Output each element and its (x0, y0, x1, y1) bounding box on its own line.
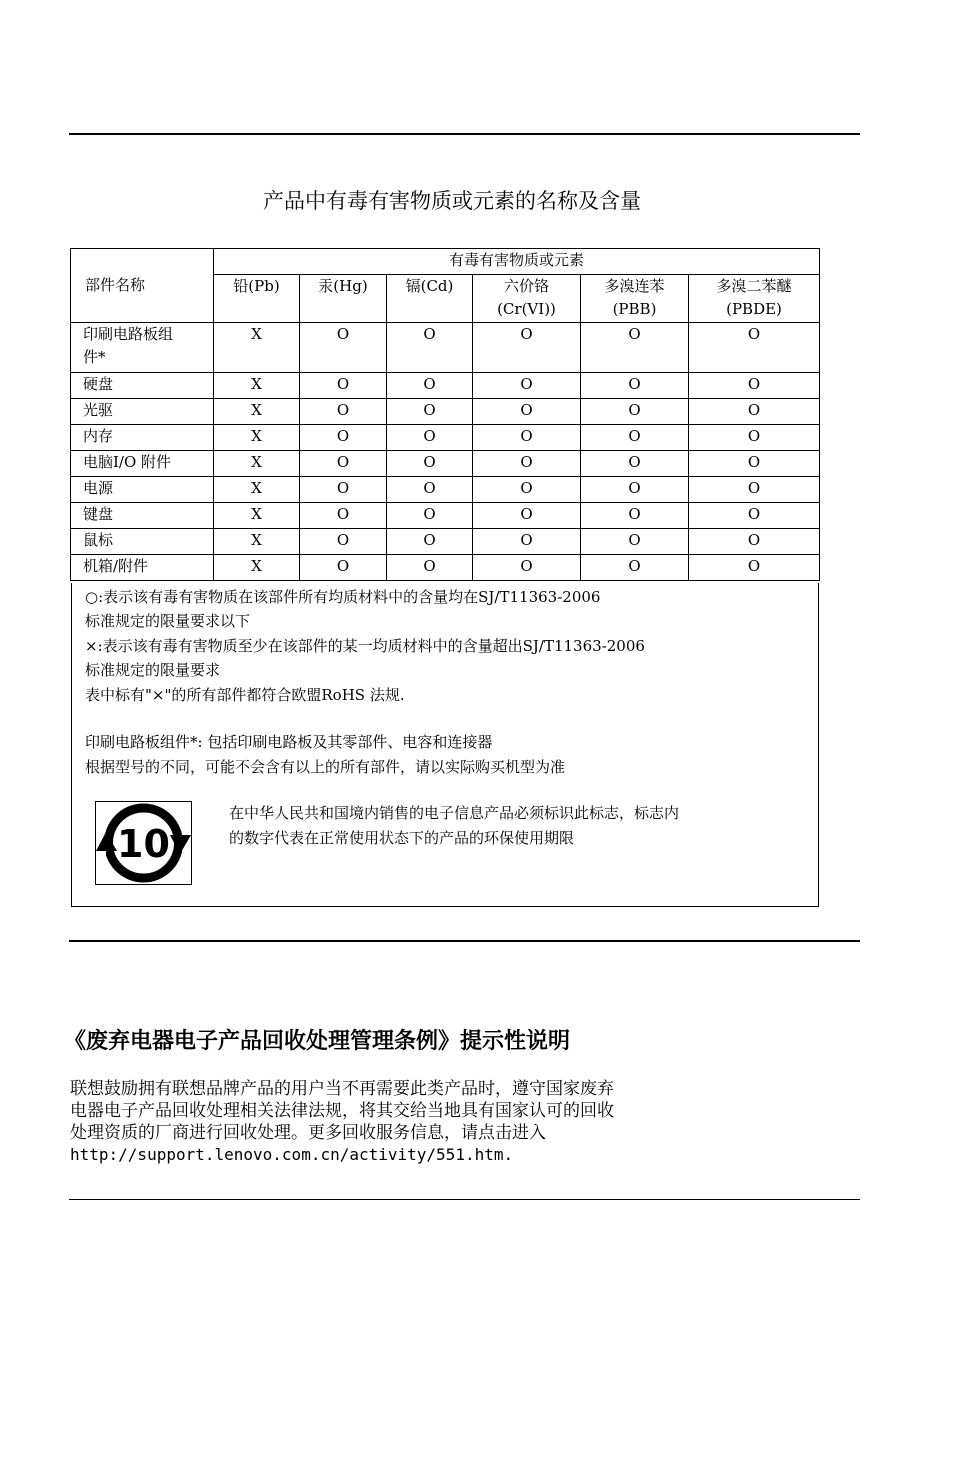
substance-value-cell: O (689, 323, 820, 373)
note-line: 表中标有"×"的所有部件都符合欧盟RoHS 法规. (85, 686, 405, 704)
substance-value-cell: X (214, 451, 300, 477)
table-body (71, 323, 820, 581)
substance-header (581, 275, 689, 323)
part-name-cell (71, 451, 214, 477)
table-row (71, 503, 820, 529)
logo-number: 10 (117, 822, 170, 866)
part-name-cell (71, 477, 214, 503)
substance-value-cell: O (473, 555, 581, 581)
table-row (71, 373, 820, 399)
substance-header (300, 275, 387, 323)
note-line: ×:表示该有毒有害物质至少在该部件的某一均质材料中的含量超出SJ/T11363-2006 (85, 637, 645, 655)
substance-value-cell: O (300, 477, 387, 503)
recycling-url-link[interactable]: http://support.lenovo.com.cn/activity/551.htm. (70, 1145, 514, 1164)
substance-value-cell: X (214, 529, 300, 555)
part-name: 内存 (83, 427, 114, 445)
substance-value-cell: O (473, 451, 581, 477)
environmental-protection-use-period-icon (95, 801, 192, 885)
note-line: 印刷电路板组件*: 包括印刷电路板及其零部件、电容和连接器 (85, 733, 493, 751)
substance-name: 多溴连苯 (604, 277, 665, 295)
substance-value-cell: O (387, 399, 473, 425)
substance-value-cell: O (581, 425, 689, 451)
note-line: ○:表示该有毒有害物质在该部件所有均质材料中的含量均在SJ/T11363-2006 (85, 588, 601, 606)
part-name-cell (71, 503, 214, 529)
substance-value-cell: O (689, 555, 820, 581)
substance-value-cell: O (581, 323, 689, 373)
substance-group-header: 有毒有害物质或元素 (214, 249, 820, 275)
part-name-cell (71, 323, 214, 373)
substance-value-cell: O (300, 529, 387, 555)
hazardous-substances-table (70, 248, 820, 581)
top-divider (69, 133, 860, 135)
substance-value-cell: O (387, 529, 473, 555)
part-name-cell (71, 425, 214, 451)
substance-value-cell: O (689, 529, 820, 555)
substance-header (387, 275, 473, 323)
paragraph-line: 处理资质的厂商进行回收处理。更多回收服务信息，请点击进入 (70, 1123, 546, 1143)
note-line: 标准规定的限量要求以下 (85, 612, 251, 630)
substance-value-cell: O (300, 503, 387, 529)
substance-name: 镉(Cd) (405, 277, 454, 295)
note-line: 标准规定的限量要求 (85, 661, 221, 679)
substance-value-cell: O (689, 425, 820, 451)
substance-value-cell: O (581, 399, 689, 425)
substance-value-cell: O (581, 373, 689, 399)
substance-value-cell: O (300, 373, 387, 399)
part-name: 机箱/附件 (83, 557, 149, 575)
substance-value-cell: O (300, 399, 387, 425)
part-name: 鼠标 (83, 531, 114, 549)
substance-value-cell: O (473, 477, 581, 503)
substance-value-cell: O (473, 373, 581, 399)
substance-value-cell: O (387, 451, 473, 477)
recycling-notice-text (70, 1078, 614, 1166)
part-name-continued: 件* (83, 348, 106, 366)
substance-name: 多溴二苯醚 (716, 277, 792, 295)
note-line: 根据型号的不同，可能不会含有以上的所有部件，请以实际购买机型为准 (85, 758, 566, 776)
logo-description-line: 在中华人民共和国境内销售的电子信息产品必须标识此标志，标志内 (229, 804, 680, 822)
substance-value-cell: O (581, 555, 689, 581)
substance-value-cell: O (581, 503, 689, 529)
substance-value-cell: O (689, 373, 820, 399)
substance-value-cell: X (214, 373, 300, 399)
substance-value-cell: O (300, 323, 387, 373)
bottom-divider (69, 1199, 860, 1200)
logo-description (229, 801, 679, 851)
substance-value-cell: X (214, 323, 300, 373)
part-name: 光驱 (83, 401, 114, 419)
part-name: 键盘 (83, 505, 114, 523)
substance-value-cell: O (689, 451, 820, 477)
substance-value-cell: O (689, 477, 820, 503)
part-name: 印刷电路板组 (83, 325, 174, 343)
substance-value-cell: O (300, 555, 387, 581)
table-row (71, 555, 820, 581)
substance-value-cell: O (387, 323, 473, 373)
substance-symbol: (PBB) (612, 300, 657, 318)
recycling-notice-title: 《废弃电器电子产品回收处理管理条例》提示性说明 (64, 1029, 571, 1054)
table-row (71, 477, 820, 503)
table-row (71, 451, 820, 477)
substance-value-cell: O (387, 477, 473, 503)
part-name-cell (71, 373, 214, 399)
substance-value-cell: O (473, 503, 581, 529)
hazardous-substances-title: 产品中有毒有害物质或元素的名称及含量 (263, 189, 641, 213)
substance-name: 六价铬 (503, 277, 549, 295)
part-name: 硬盘 (83, 375, 114, 393)
substance-value-cell: O (473, 399, 581, 425)
substance-symbol: (Cr(VI)) (497, 300, 556, 318)
part-name: 电源 (83, 479, 114, 497)
middle-divider (69, 940, 860, 942)
substance-value-cell: O (689, 399, 820, 425)
substance-header (473, 275, 581, 323)
paragraph-line: 电器电子产品回收处理相关法律法规，将其交给当地具有国家认可的回收 (70, 1101, 614, 1121)
substance-value-cell: O (581, 529, 689, 555)
substance-value-cell: O (300, 451, 387, 477)
substance-value-cell: O (581, 451, 689, 477)
substance-value-cell: O (387, 373, 473, 399)
substance-value-cell: X (214, 477, 300, 503)
substance-header (214, 275, 300, 323)
table-row (71, 323, 820, 373)
substance-value-cell: O (473, 529, 581, 555)
substance-value-cell: X (214, 399, 300, 425)
substance-value-cell: O (473, 425, 581, 451)
part-name-cell (71, 529, 214, 555)
substance-value-cell: O (581, 477, 689, 503)
substance-value-cell: X (214, 555, 300, 581)
table-row (71, 529, 820, 555)
substance-value-cell: O (387, 425, 473, 451)
substance-value-cell: X (214, 425, 300, 451)
notes-box (71, 583, 819, 907)
part-name-cell (71, 399, 214, 425)
substance-header (689, 275, 820, 323)
substance-value-cell: O (300, 425, 387, 451)
substance-value-cell: X (214, 503, 300, 529)
substance-value-cell: O (387, 555, 473, 581)
part-name-header: 部件名称 (71, 249, 214, 323)
part-name: 电脑I/O 附件 (83, 453, 172, 471)
table-row (71, 425, 820, 451)
table-row (71, 399, 820, 425)
substance-value-cell: O (387, 503, 473, 529)
substance-name: 铅(Pb) (233, 277, 280, 295)
substance-value-cell: O (473, 323, 581, 373)
substance-value-cell: O (689, 503, 820, 529)
logo-description-line: 的数字代表在正常使用状态下的产品的环保使用期限 (229, 829, 575, 847)
substance-symbol: (PBDE) (726, 300, 782, 318)
paragraph-line: 联想鼓励拥有联想品牌产品的用户当不再需要此类产品时，遵守国家废弃 (70, 1079, 614, 1099)
part-name-cell (71, 555, 214, 581)
substance-name: 汞(Hg) (318, 277, 368, 295)
